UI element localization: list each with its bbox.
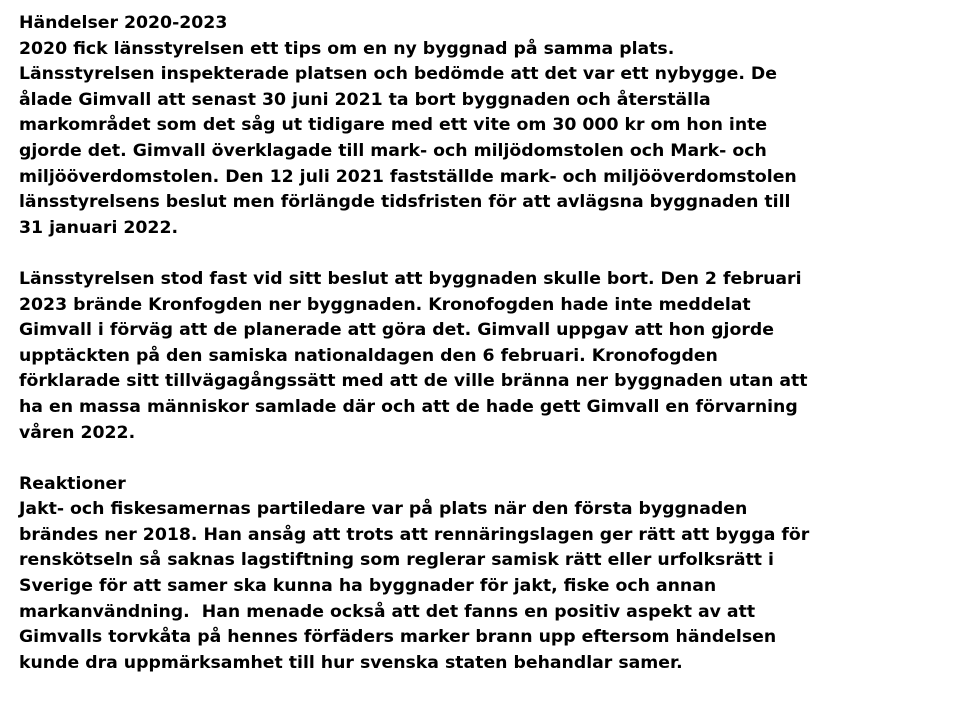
section-heading-events: Händelser 2020-2023 (19, 13, 228, 33)
text-line: upptäckten på den samiska nationaldagen den 6 februari. Kronofogden (19, 345, 718, 366)
text-line: 2023 brände Kronfogden ner byggnaden. Kronofogden hade inte meddelat (19, 294, 751, 315)
text-line: länsstyrelsens beslut men förlängde tidsfristen för att avlägsna byggnaden till (19, 192, 791, 213)
text-line: brändes ner 2018. Han ansåg att trots att rennäringslagen ger rätt att bygga för (19, 524, 810, 545)
section-reactions (19, 472, 949, 677)
text-line: ålade Gimvall att senast 30 juni 2021 ta bort byggnaden och återställa (19, 89, 711, 110)
text-line: kunde dra uppmärksamhet till hur svenska staten behandlar samer. (19, 652, 683, 673)
text-line: Gimvalls torvkåta på hennes förfäders marker brann upp eftersom händelsen (19, 627, 777, 648)
text-line: renskötseln så saknas lagstiftning som reglerar samisk rätt eller urfolksrätt i (19, 550, 774, 571)
text-line: Länsstyrelsen inspekterade platsen och bedömde att det var ett nybygge. De (19, 64, 777, 85)
text-line: 31 januari 2022. (19, 217, 179, 238)
text-line: 2020 fick länsstyrelsen ett tips om en ny byggnad på samma plats. (19, 38, 675, 59)
text-line: våren 2022. (19, 422, 136, 443)
paragraph-events-1 (19, 37, 949, 242)
paragraph-spacer (19, 241, 949, 267)
text-line: Jakt- och fiskesamernas partiledare var på plats när den första byggnaden (19, 499, 748, 520)
text-line: ha en massa människor samlade där och att de hade gett Gimvall en förvarning (19, 396, 798, 417)
paragraph-events-2 (19, 267, 949, 446)
section-events (19, 11, 949, 446)
section-heading-reactions: Reaktioner (19, 473, 126, 494)
text-line: förklarade sitt tillvägagångssätt med att de ville bränna ner byggnaden utan att (19, 371, 808, 392)
text-line: gjorde det. Gimvall överklagade till mark- och miljödomstolen och Mark- och (19, 140, 767, 161)
paragraph-reactions-1 (19, 497, 949, 676)
text-line: Länsstyrelsen stod fast vid sitt beslut att byggnaden skulle bort. Den 2 februari (19, 268, 802, 289)
text-line: Gimvall i förväg att de planerade att göra det. Gimvall uppgav att hon gjorde (19, 320, 774, 341)
text-line: markanvändning. Han menade också att det fanns en positiv aspekt av att (19, 601, 756, 622)
text-line: Sverige för att samer ska kunna ha byggnader för jakt, fiske och annan (19, 576, 717, 597)
document-page (19, 11, 949, 676)
text-line: markområdet som det såg ut tidigare med ett vite om 30 000 kr om hon inte (19, 115, 768, 136)
text-line: miljööverdomstolen. Den 12 juli 2021 fastställde mark- och miljööverdomstolen (19, 166, 797, 187)
section-spacer (19, 446, 949, 472)
